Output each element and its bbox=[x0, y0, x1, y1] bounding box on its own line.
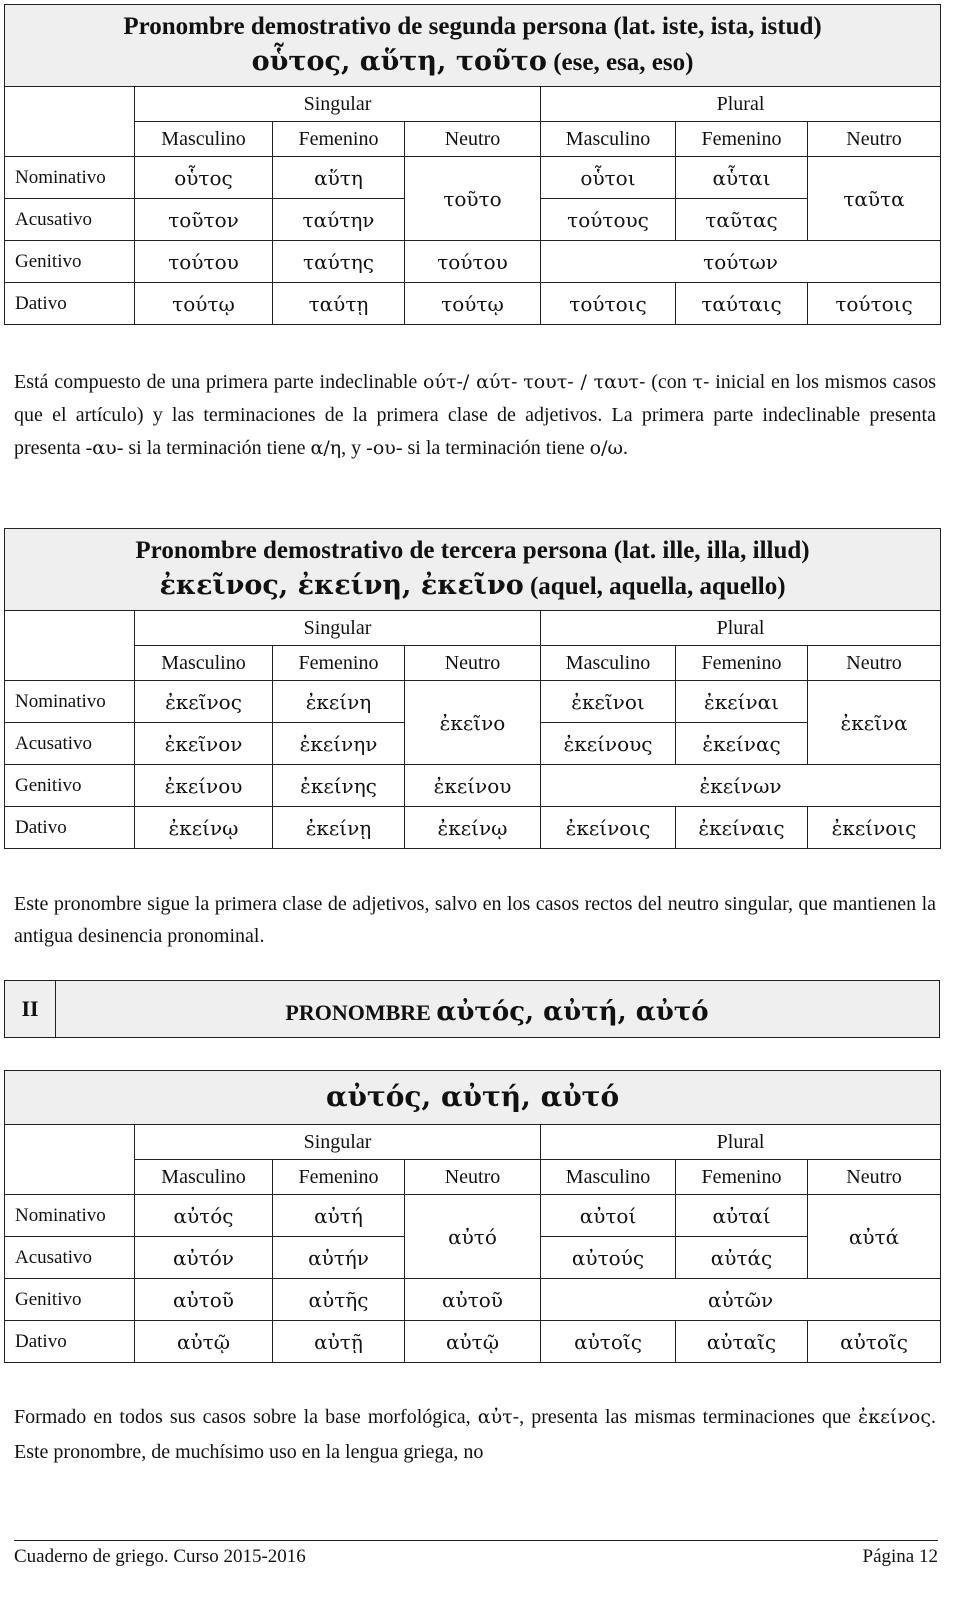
section-title bbox=[55, 981, 939, 1037]
form-cell: αὐτοῦ bbox=[405, 1279, 541, 1321]
title-line-1: Pronombre demostrativo de tercera persona (lat. ille, illa, illud) bbox=[135, 537, 810, 564]
table-title bbox=[5, 1071, 941, 1125]
corner-cell-2 bbox=[5, 122, 135, 157]
header-fem: Femenino bbox=[273, 122, 405, 157]
form-cell: τούτῳ bbox=[405, 283, 541, 325]
form-cell: ἐκείνου bbox=[405, 765, 541, 807]
form-cell: ἐκείνοις bbox=[541, 807, 676, 849]
header-masc: Masculino bbox=[541, 122, 676, 157]
title-latin: (aquel, aquella, aquello) bbox=[523, 573, 786, 600]
form-cell: ἐκείνας bbox=[676, 723, 808, 765]
table-title bbox=[5, 5, 941, 87]
case-nominative: Nominativo bbox=[5, 681, 135, 723]
form-cell: αὐτάς bbox=[676, 1237, 808, 1279]
form-cell: αὐτῶν bbox=[541, 1279, 941, 1321]
corner-cell bbox=[5, 87, 135, 122]
form-cell: αὗται bbox=[676, 157, 808, 199]
form-cell: αὐτοῦ bbox=[135, 1279, 273, 1321]
header-neut: Neutro bbox=[405, 646, 541, 681]
text-run: . Este pronombre, de muchísimo uso en la lengua griega, no bbox=[14, 1406, 937, 1463]
case-genitive: Genitivo bbox=[5, 765, 135, 807]
case-dative: Dativo bbox=[5, 1321, 135, 1363]
corner-cell-2 bbox=[5, 646, 135, 681]
greek-run: α/η bbox=[310, 437, 342, 459]
form-cell: οὗτοι bbox=[541, 157, 676, 199]
case-accusative: Acusativo bbox=[5, 1237, 135, 1279]
form-cell: ταύτην bbox=[273, 199, 405, 241]
header-singular: Singular bbox=[135, 87, 541, 122]
title-latin: (ese, esa, eso) bbox=[546, 49, 694, 76]
form-cell: ἐκεῖνοι bbox=[541, 681, 676, 723]
text-run: - si la terminación tiene bbox=[395, 437, 590, 459]
text-run: , y - bbox=[341, 437, 373, 459]
section-number: II bbox=[5, 981, 56, 1037]
text-run: , presenta las mismas terminaciones que bbox=[519, 1406, 859, 1428]
form-cell: τούτοις bbox=[541, 283, 676, 325]
header-fem: Femenino bbox=[676, 646, 808, 681]
greek-run: τουτ- / ταυτ- bbox=[523, 371, 646, 393]
form-cell: ἐκείνοις bbox=[808, 807, 941, 849]
header-masc: Masculino bbox=[541, 646, 676, 681]
form-cell: ἐκείναις bbox=[676, 807, 808, 849]
case-nominative: Nominativo bbox=[5, 1195, 135, 1237]
greek-run: ούτ-/ αύτ- bbox=[423, 371, 518, 393]
footer-course: Cuaderno de griego. Curso 2015-2016 bbox=[14, 1546, 306, 1567]
form-cell: τούτου bbox=[135, 241, 273, 283]
form-cell: ἐκεῖνα bbox=[808, 681, 941, 765]
greek-run: αυ bbox=[92, 437, 117, 459]
form-cell: ἐκείνῳ bbox=[135, 807, 273, 849]
form-cell: ἐκεῖνος bbox=[135, 681, 273, 723]
form-cell: τούτων bbox=[541, 241, 941, 283]
title-line-1: Pronombre demostrativo de segunda persona (lat. iste, ista, istud) bbox=[123, 13, 822, 40]
greek-run: αὐτ- bbox=[477, 1406, 520, 1428]
header-singular: Singular bbox=[135, 1125, 541, 1160]
greek-run: τ- bbox=[692, 371, 710, 393]
form-cell: τοῦτον bbox=[135, 199, 273, 241]
form-cell: ἐκείνη bbox=[273, 681, 405, 723]
form-cell: αὐτῷ bbox=[135, 1321, 273, 1363]
header-singular: Singular bbox=[135, 611, 541, 646]
header-fem: Femenino bbox=[676, 122, 808, 157]
header-masc: Masculino bbox=[135, 122, 273, 157]
form-cell: ἐκείνης bbox=[273, 765, 405, 807]
title-greek: αὐτός, αὐτή, αὐτό bbox=[325, 1080, 620, 1113]
form-cell: αὐτά bbox=[808, 1195, 941, 1279]
case-nominative: Nominativo bbox=[5, 157, 135, 199]
header-neut: Neutro bbox=[405, 122, 541, 157]
text-run: - si la terminación tiene bbox=[116, 437, 311, 459]
form-cell: αὐτούς bbox=[541, 1237, 676, 1279]
form-cell: ταύταις bbox=[676, 283, 808, 325]
header-plural: Plural bbox=[541, 1125, 941, 1160]
text-run: inicial en los mismos casos que el artículo) y las terminaciones de la primera clase de adjetivos. La primera parte indeclinable presenta presenta - bbox=[14, 371, 936, 459]
section-title-label: PRONOMBRE bbox=[285, 1000, 437, 1025]
form-cell: οὗτος bbox=[135, 157, 273, 199]
form-cell: αὐτό bbox=[405, 1195, 541, 1279]
form-cell: αὐταῖς bbox=[676, 1321, 808, 1363]
text-run: . bbox=[622, 437, 628, 459]
text-run: Formado en todos sus casos sobre la base morfológica, bbox=[14, 1406, 478, 1428]
form-cell: αὐτήν bbox=[273, 1237, 405, 1279]
case-dative: Dativo bbox=[5, 807, 135, 849]
form-cell: αὐτῆς bbox=[273, 1279, 405, 1321]
footer-page-number: Página 12 bbox=[862, 1546, 938, 1567]
form-cell: ἐκεῖνον bbox=[135, 723, 273, 765]
header-fem: Femenino bbox=[273, 1160, 405, 1195]
title-greek: οὗτος, αὕτη, τοῦτο bbox=[251, 46, 547, 77]
form-cell: αὐτή bbox=[273, 1195, 405, 1237]
header-neut: Neutro bbox=[808, 646, 941, 681]
form-cell: ἐκείνῳ bbox=[405, 807, 541, 849]
form-cell: αὐταί bbox=[676, 1195, 808, 1237]
corner-cell-2 bbox=[5, 1160, 135, 1195]
corner-cell bbox=[5, 611, 135, 646]
case-genitive: Genitivo bbox=[5, 1279, 135, 1321]
form-cell: τούτῳ bbox=[135, 283, 273, 325]
form-cell: ἐκείνην bbox=[273, 723, 405, 765]
header-neut: Neutro bbox=[808, 1160, 941, 1195]
text-run: Está compuesto de una primera parte indeclinable bbox=[14, 371, 424, 393]
form-cell: τούτους bbox=[541, 199, 676, 241]
header-plural: Plural bbox=[541, 87, 941, 122]
header-masc: Masculino bbox=[135, 1160, 273, 1195]
header-neut: Neutro bbox=[808, 122, 941, 157]
form-cell: τούτου bbox=[405, 241, 541, 283]
form-cell: ἐκείνου bbox=[135, 765, 273, 807]
table-autos bbox=[4, 1070, 940, 1363]
title-greek: ἐκεῖνος, ἐκείνη, ἐκεῖνο bbox=[159, 570, 524, 601]
section-heading bbox=[4, 980, 940, 1038]
page-footer bbox=[14, 1540, 938, 1573]
form-cell: ἐκεῖνο bbox=[405, 681, 541, 765]
table-demonstrative-third-person bbox=[4, 528, 940, 849]
form-cell: αὐτοί bbox=[541, 1195, 676, 1237]
form-cell: τοῦτο bbox=[405, 157, 541, 241]
form-cell: ἐκείναι bbox=[676, 681, 808, 723]
table-title bbox=[5, 529, 941, 611]
form-cell: ταύτῃ bbox=[273, 283, 405, 325]
header-masc: Masculino bbox=[541, 1160, 676, 1195]
case-dative: Dativo bbox=[5, 283, 135, 325]
form-cell: αὐτῇ bbox=[273, 1321, 405, 1363]
case-genitive: Genitivo bbox=[5, 241, 135, 283]
section-title-greek: αὐτός, αὐτή, αὐτό bbox=[436, 997, 709, 1027]
form-cell: ἐκείνων bbox=[541, 765, 941, 807]
corner-cell bbox=[5, 1125, 135, 1160]
form-cell: αὐτοῖς bbox=[808, 1321, 941, 1363]
explanation-paragraph-3 bbox=[14, 1400, 936, 1470]
header-neut: Neutro bbox=[405, 1160, 541, 1195]
explanation-paragraph-1 bbox=[14, 366, 936, 465]
header-plural: Plural bbox=[541, 611, 941, 646]
form-cell: ταῦτα bbox=[808, 157, 941, 241]
header-fem: Femenino bbox=[676, 1160, 808, 1195]
text-run: (con bbox=[645, 371, 693, 393]
form-cell: αὐτός bbox=[135, 1195, 273, 1237]
form-cell: αὐτῷ bbox=[405, 1321, 541, 1363]
form-cell: αὐτοῖς bbox=[541, 1321, 676, 1363]
greek-run: ἐκείνος bbox=[858, 1406, 932, 1428]
form-cell: ταύτης bbox=[273, 241, 405, 283]
title-line-2 bbox=[5, 44, 940, 80]
case-accusative: Acusativo bbox=[5, 723, 135, 765]
form-cell: ταῦτας bbox=[676, 199, 808, 241]
form-cell: αὐτόν bbox=[135, 1237, 273, 1279]
form-cell: αὕτη bbox=[273, 157, 405, 199]
greek-run: ου bbox=[372, 437, 396, 459]
header-masc: Masculino bbox=[135, 646, 273, 681]
form-cell: ἐκείνους bbox=[541, 723, 676, 765]
form-cell: τούτοις bbox=[808, 283, 941, 325]
title-line-2 bbox=[5, 568, 940, 604]
explanation-paragraph-2: Este pronombre sigue la primera clase de adjetivos, salvo en los casos rectos del neutro singular, que mantienen la antigua desinencia pronominal. bbox=[14, 893, 936, 947]
greek-run: ο/ω bbox=[589, 437, 623, 459]
case-accusative: Acusativo bbox=[5, 199, 135, 241]
table-demonstrative-second-person bbox=[4, 4, 940, 325]
form-cell: ἐκείνῃ bbox=[273, 807, 405, 849]
header-fem: Femenino bbox=[273, 646, 405, 681]
